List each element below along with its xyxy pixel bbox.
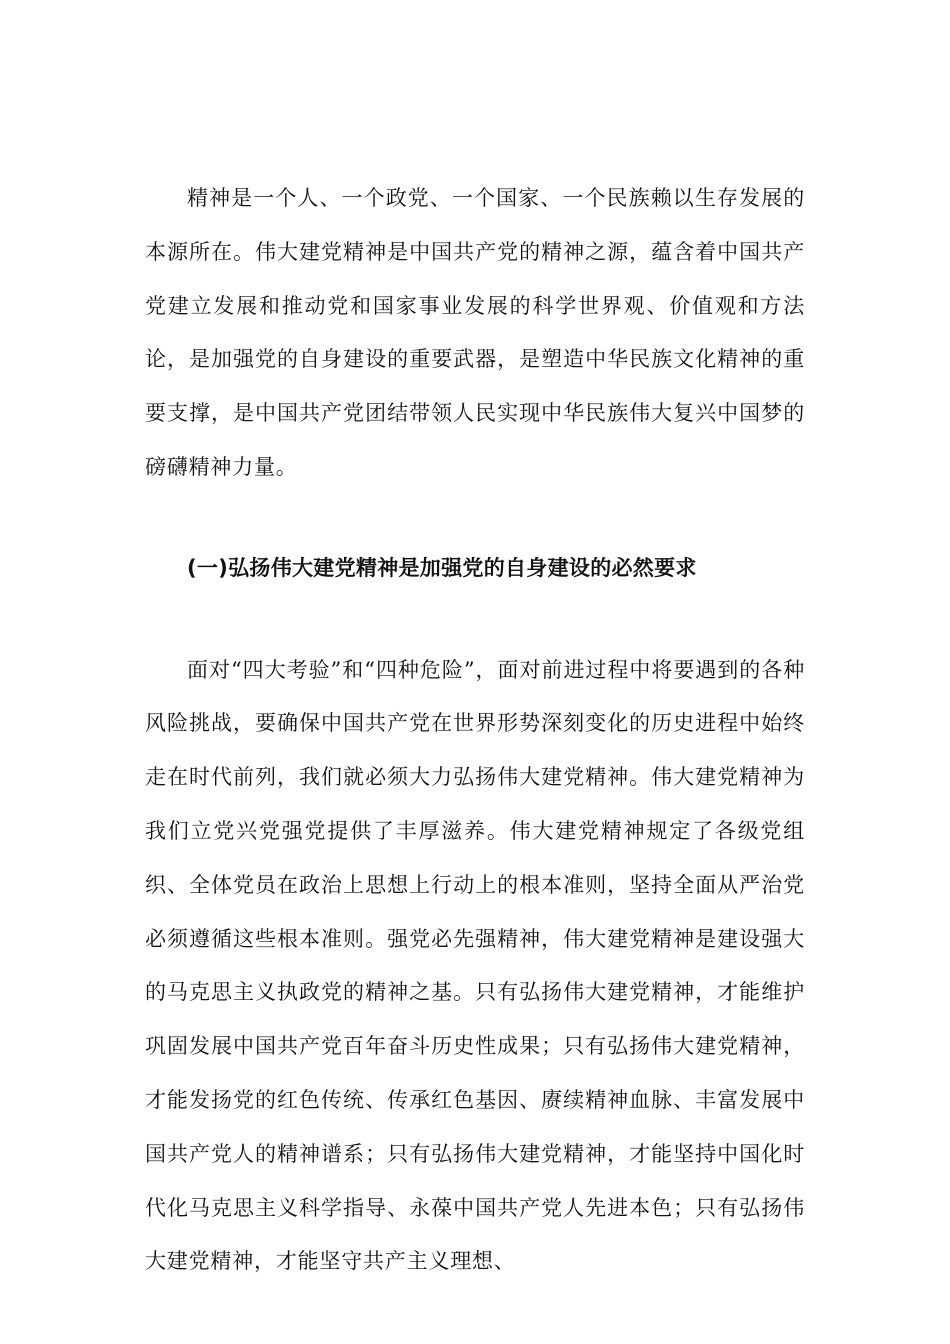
section-paragraph: 面对“四大考验”和“四种危险”，面对前进过程中将要遇到的各种风险挑战，要确保中国共产党在世界形势深刻变化的历史进程中始终走在时代前列，我们就必须大力弘扬伟大建党精神。伟大建党精神为我们立党兴党强党提供了丰厚滋养。伟大建党精神规定了各级党组织、全体党员在政治上思想上行动上的根本准则，坚持全面从严治党必须遵循这些根本准则。强党必先强精神，伟大建党精神是建设强大的马克思主义执政党的精神之基。只有弘扬伟大建党精神，才能维护巩固发展中国共产党百年奋斗历史性成果；只有弘扬伟大建党精神，才能发扬党的红色传统、传承红色基因、赓续精神血脉、丰富发展中国共产党人的精神谱系；只有弘扬伟大建党精神，才能坚持中国化时代化马克思主义科学指导、永葆中国共产党人先进本色；只有弘扬伟大建党精神，才能坚守共产主义理想、	[145, 657, 805, 1274]
document-body	[145, 172, 805, 1289]
section-heading: (一)弘扬伟大建党精神是加强党的自身建设的必然要求	[187, 555, 697, 580]
intro-paragraph: 精神是一个人、一个政党、一个国家、一个民族赖以生存发展的本源所在。伟大建党精神是中国共产党的精神之源，蕴含着中国共产党建立发展和推动党和国家事业发展的科学世界观、价值观和方法论，是加强党的自身建设的重要武器，是塑造中华民族文化精神的重要支撑，是中国共产党团结带领人民实现中华民族伟大复兴中国梦的磅礴精神力量。	[145, 186, 805, 479]
